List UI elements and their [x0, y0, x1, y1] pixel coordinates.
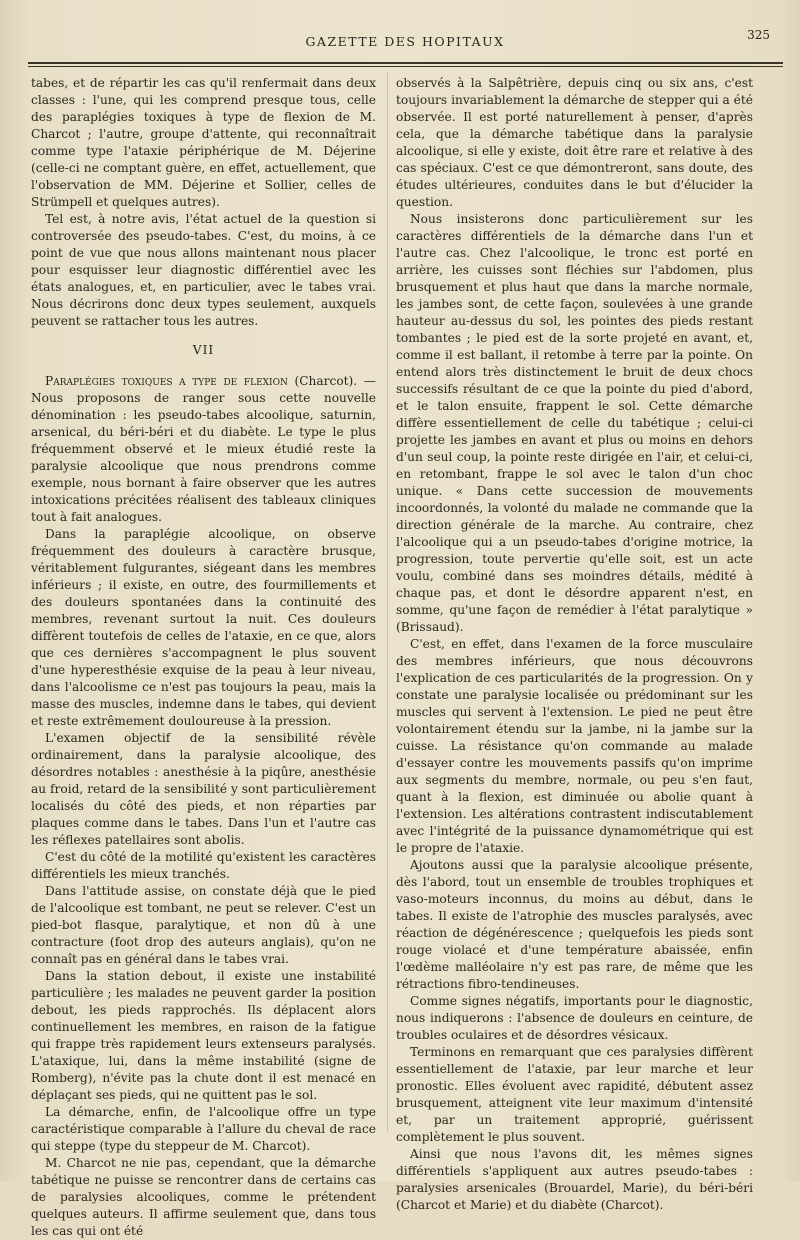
page-header	[40, 28, 770, 54]
paragraph: M. Charcot ne nie pas, cependant, que la démarche tabétique ne puisse se rencontrer dans de certains cas de paralysies alcooliques, comme le prétendent quelques auteurs. Il affirme seulement que, dans tous les cas qui ont été	[31, 1156, 376, 1238]
header-rule-thin	[28, 66, 783, 67]
paragraph: observés à la Salpêtrière, depuis cinq ou six ans, c'est toujours invariablement la démarche de stepper qui a été observée. Il est porté naturellement à penser, d'après cela, que la démarche tabétique dans la paralysie alcoolique, si elle y existe, doit être rare et relative à des cas spéciaux. C'est ce que démontreront, sans doute, des études ultérieures, conduites dans le but d'élucider la question.	[396, 76, 753, 209]
journal-title: GAZETTE DES HOPITAUX	[305, 34, 505, 49]
paragraph: Nous insisterons donc particulièrement sur les caractères différentiels de la démarche dans l'un et l'autre cas. Chez l'alcoolique, le tronc est porté en arrière, les cuisses sont fléchies sur l'abdomen, plus brusquement et plus haut que dans la marche normale, les jambes sont, de cette façon, soulevées à une grande hauteur au-dessus du sol, les pointes des pieds restant tombantes ; le pied est de la sorte projeté en avant, et, comme il est ballant, il retombe à terre par la pointe. On entend alors très distinctement le bruit de deux chocs successifs résultant de ce que la pointe du pied d'abord, et le talon ensuite, frappent le sol. Cette démarche diffère essentiellement de celle du tabétique ; celui-ci projette les jambes en avant et plus ou moins en dehors d'un seul coup, la pointe reste dirigée en l'air, et celui-ci, en retombant, frappe le sol avec le talon d'un choc unique. « Dans cette succession de mouvements incoordonnés, la volonté du malade ne commande que la direction générale de la marche. Au contraire, chez l'alcoolique qui a un pseudo-tabes d'origine motrice, la progression, toute pervertie qu'elle soit, est un acte voulu, combiné dans ses moindres détails, médité à chaque pas, et dont le désordre apparent n'est, en somme, qu'une façon de remédier à l'état paralytique » (Brissaud).	[396, 212, 753, 634]
paragraph: Tel est, à notre avis, l'état actuel de la question si controversée des pseudo-tabes. C'est, du moins, à ce point de vue que nous allons maintenant nous placer pour esquisser leur diagnostic différentiel avec les états analogues, et, en particulier, avec le tabes vrai. Nous décrirons donc deux types seulement, auxquels peuvent se rattacher tous les autres.	[31, 212, 376, 328]
paragraph: Terminons en remarquant que ces paralysies diffèrent essentiellement de l'ataxie, par leur marche et leur pronostic. Elles évoluent avec rapidité, débutent assez brusquement, atteignent vite leur maximum d'intensité et, par un traitement approprié, guérissent complètement le plus souvent.	[396, 1045, 753, 1144]
left-column	[31, 75, 376, 1240]
paragraph: Ajoutons aussi que la paralysie alcoolique présente, dès l'abord, tout un ensemble de troubles trophiques et vaso-moteurs inconnus, du moins au début, dans le tabes. Il existe de l'atrophie des muscles paralysés, avec réaction de dégénérescence ; quelquefois les pieds sont rouge violacé et d'une température abaissée, enfin l'œdème malléolaire n'y est pas rare, de même que les rétractions fibro-tendineuses.	[396, 858, 753, 991]
subsection-heading: Paraplégies toxiques a type de flexion	[45, 374, 288, 388]
paragraph: tabes, et de répartir les cas qu'il renfermait dans deux classes : l'une, qui les comprend presque tous, celle des paraplégies toxiques à type de flexion de M. Charcot ; l'autre, groupe d'attente, qui reconnaîtrait comme type l'ataxie périphérique de M. Déjerine (celle-ci ne comptant guère, en effet, actuellement, que l'observation de MM. Déjerine et Sollier, celles de Strümpell et quelques autres).	[31, 76, 376, 209]
right-column	[396, 75, 753, 1214]
section-number: VII	[192, 343, 215, 357]
paragraph	[31, 373, 376, 526]
column-divider	[387, 72, 388, 1132]
paragraph: Dans la paraplégie alcoolique, on observe fréquemment des douleurs à caractère brusque, véritablement fulgurantes, siégeant dans les membres inférieurs ; il existe, en outre, des fourmillements et des douleurs spontanées dans la continuité des membres, revenant surtout la nuit. Ces douleurs diffèrent toutefois de celles de l'ataxie, en ce que, alors que ces dernières s'accompagnent le plus souvent d'une hyperesthésie exquise de la peau à leur niveau, dans l'alcoolisme ce n'est pas toujours la peau, mais la masse des muscles, indemne dans le tabes, qui devient et reste extrêmement douloureuse à la pression.	[31, 527, 376, 728]
header-rule	[28, 62, 783, 64]
paragraph: C'est, en effet, dans l'examen de la force musculaire des membres inférieurs, que nous découvrons l'explication de ces particularités de la progression. On y constate une paralysie localisée ou prédominant sur les muscles qui servent à l'extension. Le pied ne peut être volontairement étendu sur la jambe, ni la jambe sur la cuisse. La résistance qu'on commande au malade d'essayer contre les mouvements passifs qu'on imprime aux segments du membre, normale, ou peu s'en faut, quant à la flexion, est diminuée ou abolie quant à l'extension. Les altérations contrastent indiscutablement avec l'intégrité de la puissance dynamométrique qui est le propre de l'ataxie.	[396, 637, 753, 855]
paragraph: Dans la station debout, il existe une instabilité particulière ; les malades ne peuvent garder la position debout, les pieds rapprochés. Ils déplacent alors continuellement les membres, en raison de la fatigue qui frappe très rapidement leurs extenseurs paralysés. L'ataxique, lui, dans la même instabilité (signe de Romberg), n'évite pas la chute dont il est menacé en déplaçant ses pieds, qui ne quittent pas le sol.	[31, 969, 376, 1102]
page-number: 325	[747, 28, 770, 42]
paragraph: Ainsi que nous l'avons dit, les mêmes signes différentiels s'appliquent aux autres pseudo-tabes : paralysies arsenicales (Brouardel, Marie), du béri-béri (Charcot et Marie) et du diabète (Charcot).	[396, 1147, 753, 1212]
paragraph: C'est du côté de la motilité qu'existent les caractères différentiels les mieux tranchés.	[31, 850, 376, 881]
paragraph: L'examen objectif de la sensibilité révèle ordinairement, dans la paralysie alcoolique, des désordres notables : anesthésie à la piqûre, anesthésie au froid, retard de la sensibilité y sont particulièrement localisés du côté des pieds, et non réparties par plaques comme dans le tabes. Dans l'un et l'autre cas les réflexes patellaires sont abolis.	[31, 731, 376, 847]
paragraph-text: (Charcot). — Nous proposons de ranger sous cette nouvelle dénomination : les pseudo-tabes alcoolique, saturnin, arsenical, du béri-béri et du diabète. Le type le plus fréquemment observé et le mieux étudié reste la paralysie alcoolique que nous prendrons comme exemple, nous bornant à faire observer que les autres intoxications précitées réalisent des tableaux cliniques tout à fait analogues.	[31, 374, 376, 524]
paragraph: Comme signes négatifs, importants pour le diagnostic, nous indiquerons : l'absence de douleurs en ceinture, de troubles oculaires et de désordres vésicaux.	[396, 994, 753, 1042]
paragraph: Dans l'attitude assise, on constate déjà que le pied de l'alcoolique est tombant, ne peut se relever. C'est un pied-bot flasque, paralytique, et non dû à une contracture (foot drop des auteurs anglais), qu'on ne connaît pas en général dans le tabes vrai.	[31, 884, 376, 966]
paragraph: La démarche, enfin, de l'alcoolique offre un type caractéristique comparable à l'allure du cheval de race qui steppe (type du steppeur de M. Charcot).	[31, 1105, 376, 1153]
